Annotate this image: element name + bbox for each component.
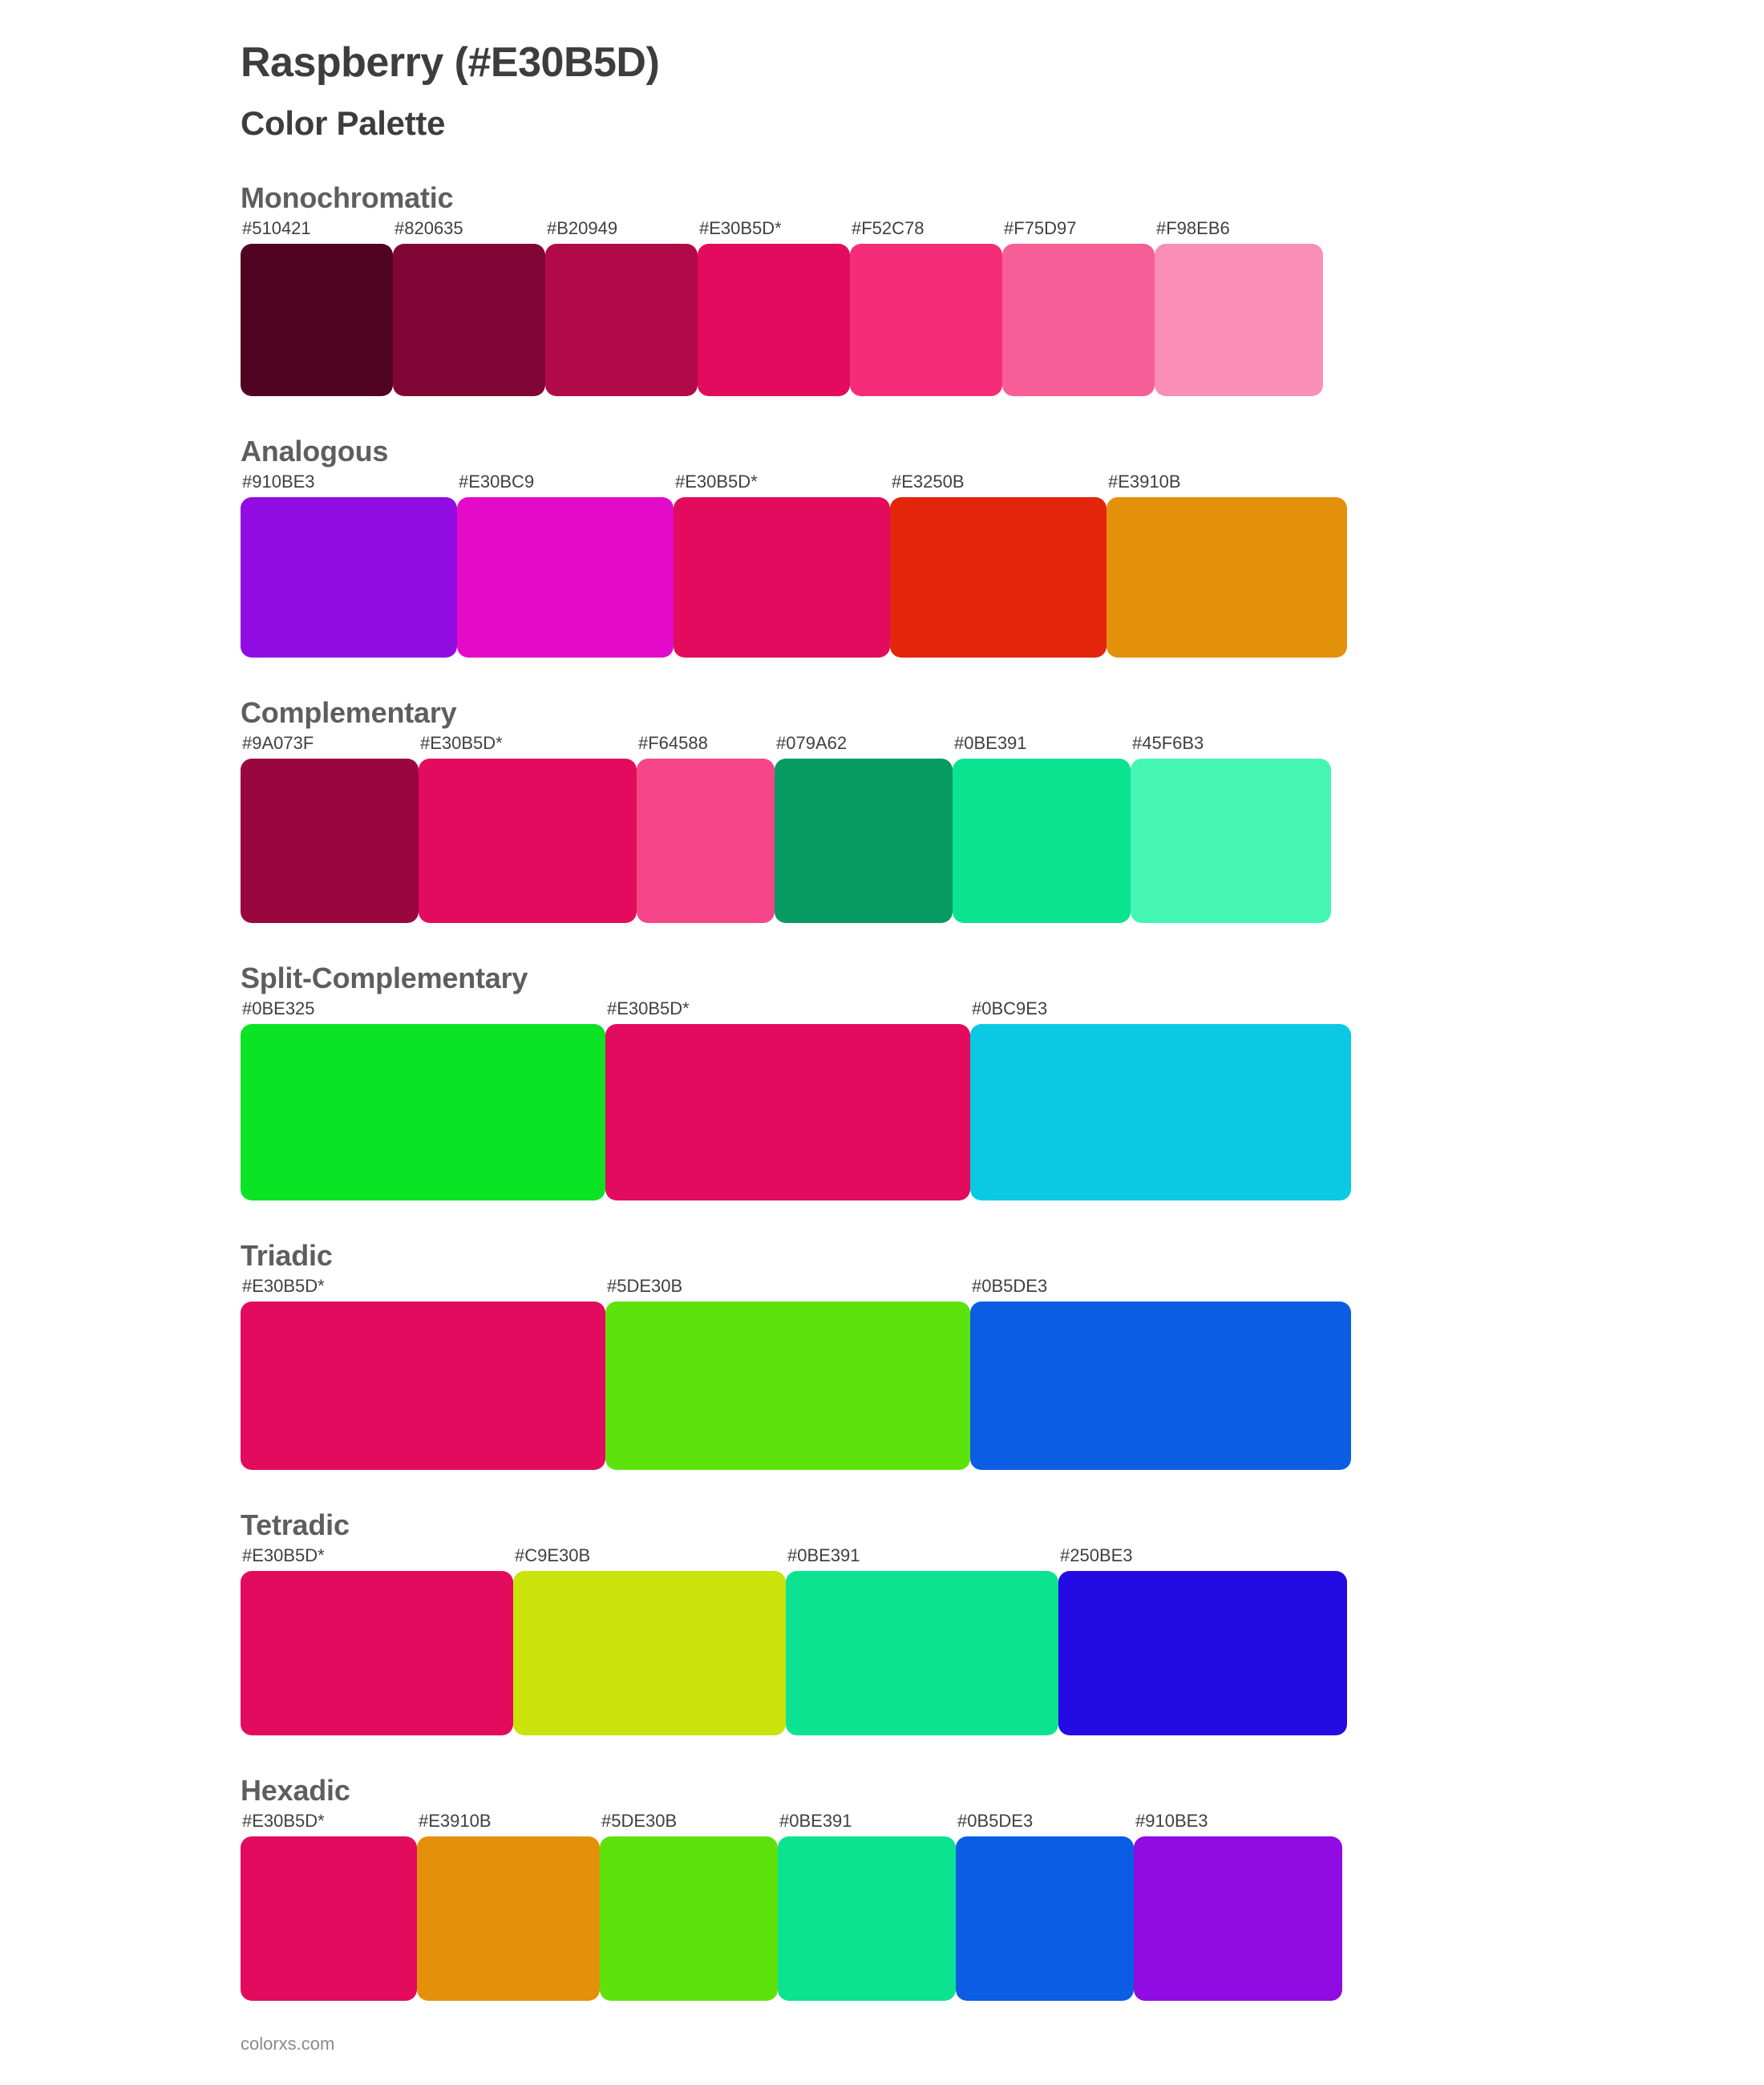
swatch-hex-label: #B20949 [547,218,618,238]
color-swatch[interactable] [786,1571,1058,1735]
swatch-group [241,730,1764,923]
color-swatch[interactable] [241,497,457,658]
color-swatch[interactable] [698,244,850,396]
swatch-label-row [241,730,1764,754]
section-title: Hexadic [241,1774,350,1807]
section-title: Analogous [241,435,389,468]
color-swatch[interactable] [890,497,1107,658]
palette-section-tetradic [0,1508,1764,1735]
swatch-hex-label: #E30B5D* [699,218,782,238]
swatch-hex-label: #F52C78 [852,218,924,238]
swatch-hex-label: #E30B5D* [675,472,758,492]
palette-sections [0,181,1764,2001]
swatch-hex-label: #5DE30B [607,1276,683,1296]
color-swatch[interactable] [545,244,698,396]
color-swatch[interactable] [241,759,419,923]
swatch-row [241,497,1764,658]
swatch-hex-label: #E30B5D* [607,998,690,1018]
color-swatch[interactable] [775,759,953,923]
swatch-row [241,1571,1764,1735]
page-subtitle: Color Palette [241,104,446,142]
swatch-row [241,1024,1764,1200]
color-swatch[interactable] [1002,244,1155,396]
swatch-hex-label: #910BE3 [242,472,315,492]
palette-section-analogous [0,435,1764,658]
color-swatch[interactable] [417,1836,600,2001]
swatch-label-row [241,468,1764,492]
swatch-label-row [241,1273,1764,1297]
swatch-group [241,1273,1764,1470]
color-swatch[interactable] [241,1571,513,1735]
color-swatch[interactable] [457,497,674,658]
swatch-row [241,1302,1764,1470]
swatch-hex-label: #250BE3 [1060,1545,1133,1565]
palette-section-split-complementary [0,962,1764,1200]
color-swatch[interactable] [1131,759,1331,923]
swatch-group [241,1808,1764,2001]
color-swatch[interactable] [605,1302,970,1470]
page-title: Raspberry (#E30B5D) [241,39,660,86]
color-swatch[interactable] [1155,244,1323,396]
color-swatch[interactable] [850,244,1002,396]
swatch-hex-label: #0BE391 [779,1811,852,1831]
color-swatch[interactable] [1134,1836,1342,2001]
swatch-hex-label: #0B5DE3 [972,1276,1048,1296]
section-title: Triadic [241,1239,333,1272]
swatch-hex-label: #F98EB6 [1156,218,1230,238]
swatch-hex-label: #510421 [242,218,311,238]
swatch-label-row [241,995,1764,1019]
swatch-hex-label: #079A62 [776,733,848,753]
color-swatch[interactable] [241,1836,417,2001]
swatch-hex-label: #0B5DE3 [957,1811,1034,1831]
swatch-label-row [241,1542,1764,1566]
swatch-hex-label: #0BE325 [242,998,315,1018]
swatch-hex-label: #E30B5D* [242,1811,325,1831]
color-swatch[interactable] [419,759,637,923]
swatch-group [241,1542,1764,1735]
swatch-hex-label: #0BE391 [954,733,1027,753]
section-title: Split-Complementary [241,962,528,994]
site-footer: colorxs.com [241,2034,335,2054]
swatch-hex-label: #9A073F [242,733,314,753]
palette-section-monochromatic [0,181,1764,396]
palette-section-hexadic [0,1774,1764,2001]
palette-section-complementary [0,696,1764,923]
swatch-group [241,215,1764,396]
swatch-hex-label: #F75D97 [1004,218,1077,238]
swatch-hex-label: #820635 [394,218,463,238]
color-swatch[interactable] [241,1024,605,1200]
swatch-hex-label: #E3910B [419,1811,492,1831]
swatch-row [241,759,1764,923]
swatch-hex-label: #910BE3 [1135,1811,1208,1831]
swatch-hex-label: #F64588 [638,733,708,753]
palette-section-triadic [0,1239,1764,1470]
swatch-group [241,468,1764,658]
section-title: Complementary [241,696,457,729]
color-swatch[interactable] [956,1836,1134,2001]
color-swatch[interactable] [605,1024,970,1200]
color-swatch[interactable] [778,1836,956,2001]
color-swatch[interactable] [241,244,393,396]
swatch-hex-label: #E30B5D* [242,1545,325,1565]
swatch-hex-label: #E30B5D* [420,733,503,753]
color-swatch[interactable] [393,244,545,396]
section-title: Tetradic [241,1508,350,1541]
swatch-hex-label: #0BC9E3 [972,998,1048,1018]
color-swatch[interactable] [600,1836,778,2001]
swatch-row [241,1836,1764,2001]
swatch-hex-label: #E30B5D* [242,1276,325,1296]
color-swatch[interactable] [970,1024,1351,1200]
color-swatch[interactable] [241,1302,605,1470]
color-swatch[interactable] [513,1571,786,1735]
color-swatch[interactable] [1058,1571,1347,1735]
swatch-hex-label: #E30BC9 [459,472,535,492]
swatch-hex-label: #C9E30B [515,1545,591,1565]
color-swatch[interactable] [637,759,775,923]
swatch-hex-label: #E3910B [1108,472,1181,492]
swatch-hex-label: #0BE391 [787,1545,860,1565]
color-swatch[interactable] [674,497,890,658]
swatch-row [241,244,1764,396]
swatch-hex-label: #45F6B3 [1132,733,1204,753]
swatch-hex-label: #5DE30B [601,1811,678,1831]
color-swatch[interactable] [970,1302,1351,1470]
swatch-label-row [241,215,1764,239]
section-title: Monochromatic [241,181,454,214]
swatch-hex-label: #E3250B [892,472,965,492]
swatch-group [241,995,1764,1200]
swatch-label-row [241,1808,1764,1832]
color-swatch[interactable] [1107,497,1347,658]
color-swatch[interactable] [953,759,1131,923]
